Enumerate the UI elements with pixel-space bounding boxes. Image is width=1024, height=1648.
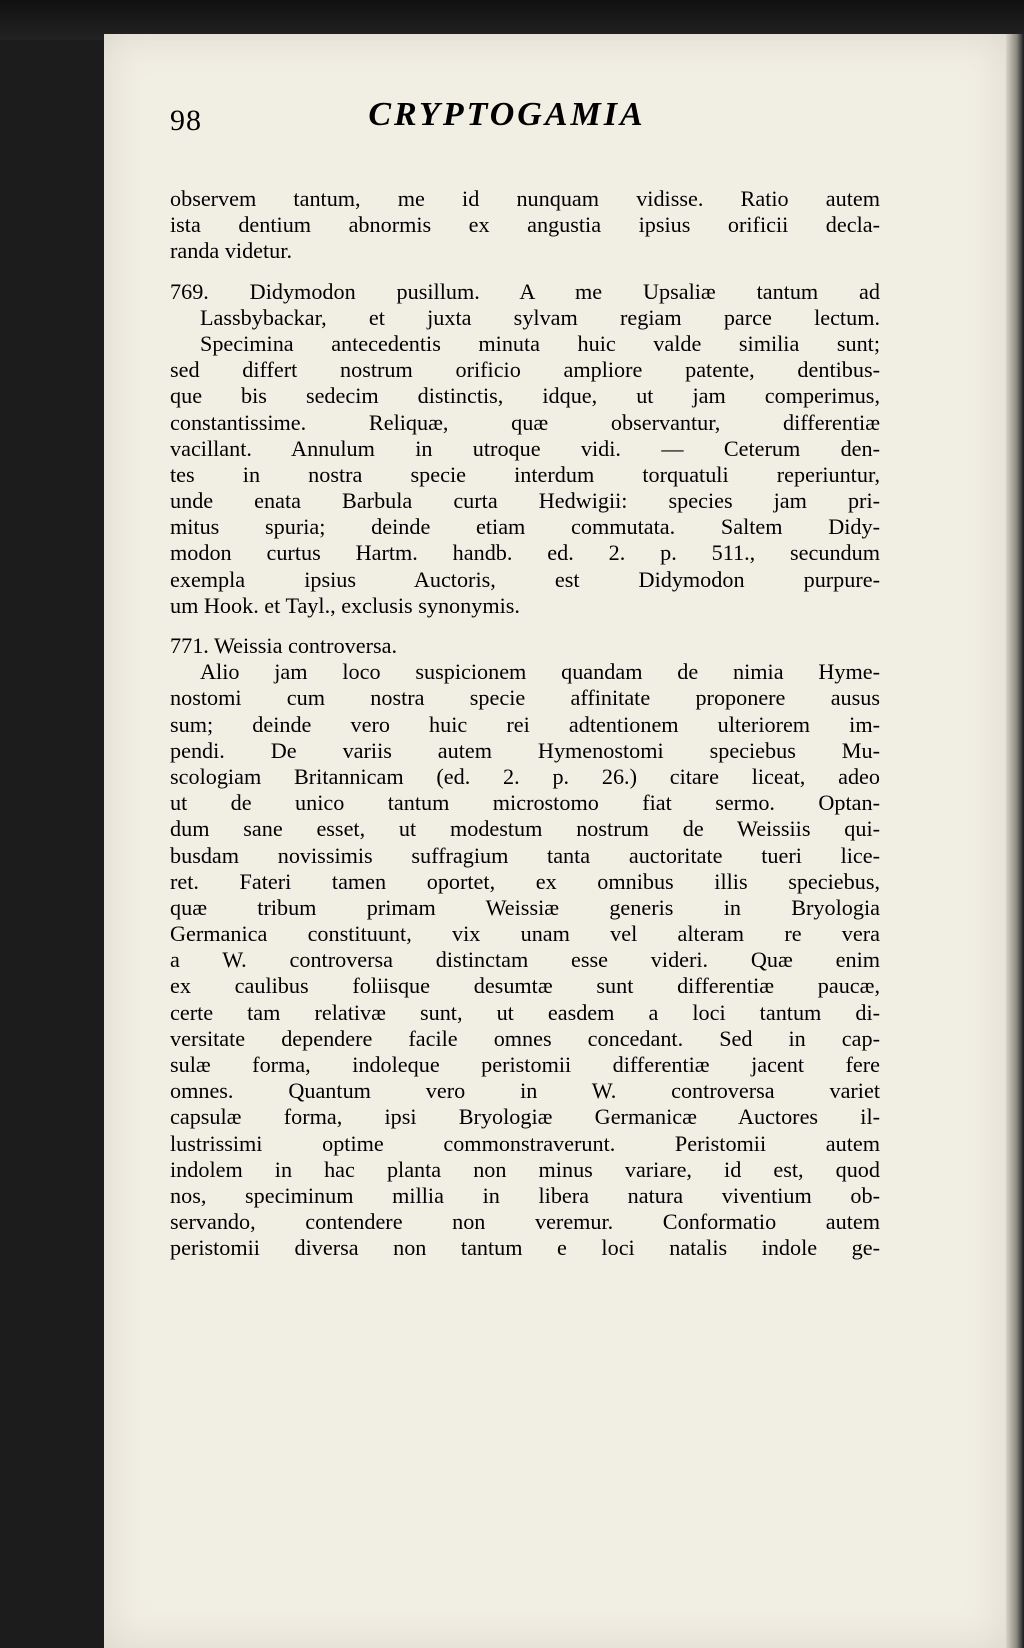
text-line: indolem in hac planta non minus variare, id est, quod	[170, 1156, 880, 1182]
text-line: unde enata Barbula curta Hedwigii: species jam pri-	[170, 488, 880, 514]
text-line: scologiam Britannicam (ed. 2. p. 26.) citare liceat, adeo	[170, 763, 880, 789]
text-line: nos, speciminum millia in libera natura viventium ob-	[170, 1182, 880, 1208]
text-line: Germanica constituunt, vix unam vel alteram re vera	[170, 921, 880, 947]
text-line: pendi. De variis autem Hymenostomi speciebus Mu-	[170, 737, 880, 763]
text-line: nostomi cum nostra specie affinitate proponere ausus	[170, 685, 880, 711]
text-line: dum sane esset, ut modestum nostrum de Weissiis qui-	[170, 816, 880, 842]
entry-heading-line: 769. Didymodon pusillum. A me Upsaliæ tantum ad	[170, 278, 880, 304]
text-line: modon curtus Hartm. handb. ed. 2. p. 511., secundum	[170, 540, 880, 566]
text-line: randa videtur.	[170, 238, 292, 264]
text-line: ista dentium abnormis ex angustia ipsius orificii decla-	[170, 212, 880, 238]
text-line: capsulæ forma, ipsi Bryologiæ Germanicæ Auctores il-	[170, 1104, 880, 1130]
text-line: a W. controversa distinctam esse videri. Quæ enim	[170, 947, 880, 973]
page-number: 98	[170, 104, 202, 137]
text-line: lustrissimi optime commonstraverunt. Peristomii autem	[170, 1130, 880, 1156]
page-edge-shadow	[1006, 34, 1024, 1648]
text-line: sum; deinde vero huic rei adtentionem ulteriorem im-	[170, 711, 880, 737]
text-line: constantissime. Reliquæ, quæ observantur, differentiæ	[170, 409, 880, 435]
entry-771	[170, 633, 880, 1262]
text-line: versitate dependere facile omnes concedant. Sed in cap-	[170, 1025, 880, 1051]
page-body	[170, 186, 880, 1262]
text-line: quæ tribum primam Weissiæ generis in Bryologia	[170, 894, 880, 920]
text-line: mitus spuria; deinde etiam commutata. Saltem Didy-	[170, 514, 880, 540]
text-line: observem tantum, me id nunquam vidisse. Ratio autem	[170, 186, 880, 211]
text-line: que bis sedecim distinctis, idque, ut jam comperimus,	[170, 383, 880, 409]
text-line: ex caulibus foliisque desumtæ sunt differentiæ paucæ,	[170, 973, 880, 999]
text-line: Specimina antecedentis minuta huic valde similia sunt;	[200, 330, 880, 356]
text-line: peristomii diversa non tantum e loci natalis indole ge-	[170, 1235, 880, 1261]
text-line: sed differt nostrum orificio ampliore patente, dentibus-	[170, 357, 880, 383]
text-line: tes in nostra specie interdum torquatuli reperiuntur,	[170, 461, 880, 487]
text-line: ut de unico tantum microstomo fiat sermo. Optan-	[170, 790, 880, 816]
text-line: servando, contendere non veremur. Conformatio autem	[170, 1209, 880, 1235]
text-line: Alio jam loco suspicionem quandam de nimia Hyme-	[200, 659, 880, 685]
text-line: ret. Fateri tamen oportet, ex omnibus illis speciebus,	[170, 868, 880, 894]
entry-heading-line: 771. Weissia controversa.	[170, 633, 398, 658]
text-line: omnes. Quantum vero in W. controversa variet	[170, 1078, 880, 1104]
running-title: CRYPTOGAMIA	[368, 96, 646, 133]
text-line: certe tam relativæ sunt, ut easdem a loci tantum di-	[170, 999, 880, 1025]
entry-769	[170, 279, 880, 619]
text-line: busdam novissimis suffragium tanta auctoritate tueri lice-	[170, 842, 880, 868]
text-line: um Hook. et Tayl., exclusis synonymis.	[170, 592, 520, 618]
text-line: vacillant. Annulum in utroque vidi. — Ceterum den-	[170, 435, 880, 461]
text-line: exempla ipsius Auctoris, est Didymodon purpure-	[170, 566, 880, 592]
page-header	[170, 94, 984, 146]
paragraph-continuation	[170, 186, 880, 265]
text-line: sulæ forma, indoleque peristomii differentiæ jacent fere	[170, 1052, 880, 1077]
text-line: Lassbybackar, et juxta sylvam regiam parce lectum.	[200, 304, 880, 330]
